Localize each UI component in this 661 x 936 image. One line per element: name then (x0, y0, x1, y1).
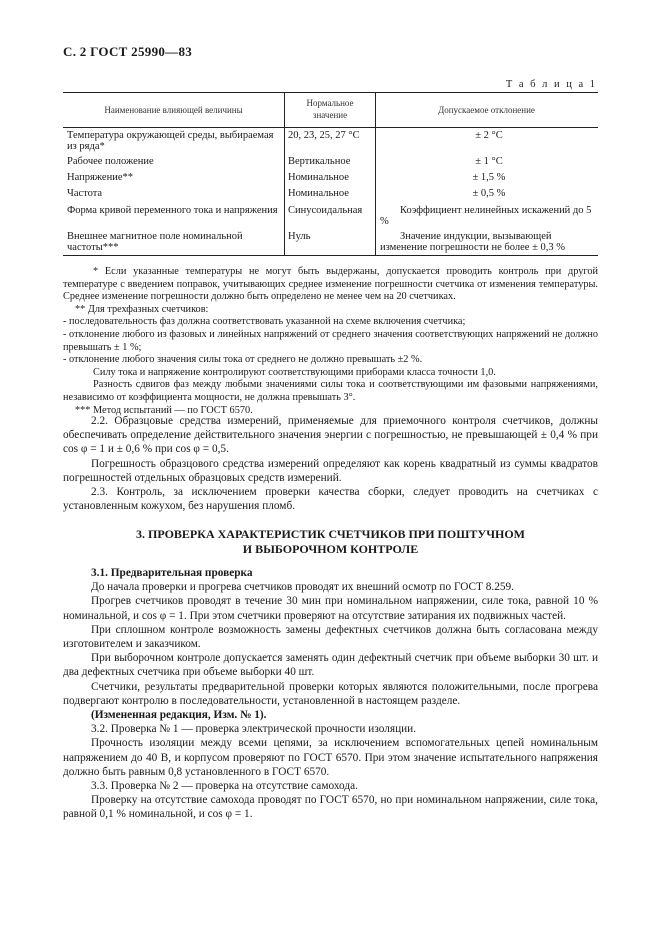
table-cell: ± 0,5 % (472, 188, 506, 199)
paragraph: Проверку на отсутствие самохода проводят по ГОСТ 6570, но при номинальном напряжении, силе тока, равной 0,1 % номинальной, и cos φ = 1. (63, 794, 598, 821)
paragraph: Счетчики, результаты предварительной проверки которых являются положительными, после прогрева подвергают контролю в последовательности, установленной в настоящем разделе. (63, 680, 598, 707)
section-heading (63, 527, 598, 557)
table-cell: Вертикальное (288, 156, 351, 167)
table-header-cell: Нормальное значение (306, 98, 354, 120)
table-cell: Синусоидальная (288, 205, 363, 216)
table-cell: Частота (67, 188, 103, 199)
table-cell: Температура окружающей среды, выбираемая из ряда* (67, 130, 274, 152)
page-header: С. 2 ГОСТ 25990—83 (63, 44, 193, 59)
table-cell: Номинальное (288, 188, 349, 199)
footnote: Силу тока и напряжение контролируют соответствующими приборами класса точности 1,0. (93, 366, 496, 378)
table-cell: Внешнее магнитное поле номинальной частоты*** (67, 231, 243, 253)
section-3-body (63, 566, 598, 822)
subheading: 3.1. Предварительная проверка (91, 567, 253, 579)
clauses-2 (63, 414, 598, 513)
table-cell: ± 1 °С (475, 156, 503, 167)
paragraph: 2.2. Образцовые средства измерений, применяемые для приемочного контроля счетчиков, должны обеспечивать определение действительного значения энергии с погрешностью, не превышающей ± 0,4 % при cos φ = 1 и ± 0,6 % при cos φ = 0,5. (63, 415, 598, 456)
footnote: ** Для трехфазных счетчиков: (75, 303, 209, 315)
table-cell: 20, 23, 25, 27 °С (288, 130, 360, 141)
footnote: Разность сдвигов фаз между любыми значениями силы тока и соответствующими им фазовыми напряжениями, независимо от коэффициента мощности, не должна превышать 3°. (63, 379, 598, 403)
table-footnotes (63, 266, 598, 417)
table-header-cell: Допускаемое отклонение (438, 105, 535, 115)
footnote: - отклонение любого значения силы тока от среднего не должно превышать ±2 %. (63, 354, 423, 366)
table-cell: ± 1,5 % (472, 172, 506, 183)
table-cell: Коэффициент нелинейных искажений до 5 % (380, 205, 592, 227)
footnote: * Если указанные температуры не могут быть выдержаны, допускается проводить контроль при другой температуре с введением поправок, учитывающих среднее изменение погрешности счетчика от изменения температуры. Среднее изменение погрешности должно быть определено не менее чем на 20 счетчиках. (63, 266, 598, 303)
table-cell: Значение индукции, вызывающей изменение погрешности не более ± 0,3 % (380, 231, 565, 253)
paragraph: До начала проверки и прогрева счетчиков проводят их внешний осмотр по ГОСТ 8.259. (91, 581, 514, 594)
paragraph: Погрешность образцового средства измерений определяют как корень квадратный из суммы квадратов погрешностей отдельных образцовых средств измерений. (63, 457, 598, 484)
amendment-note: (Измененная редакция, Изм. № 1). (91, 709, 267, 722)
paragraph: При выборочном контроле допускается заменять один дефектный счетчик при объеме выборки 30 шт. и два дефектных счетчика при объеме выборки 40 шт. (63, 652, 598, 679)
footnote: - последовательность фаз должна соответствовать указанной на схеме включения счетчика; (63, 316, 466, 328)
table-cell: Номинальное (288, 172, 349, 183)
section-heading-line: 3. ПРОВЕРКА ХАРАКТЕРИСТИК СЧЕТЧИКОВ ПРИ ПОШТУЧНОМ (135, 527, 526, 541)
paragraph: 3.3. Проверка № 2 — проверка на отсутствие самохода. (91, 780, 358, 793)
table-header-cell: Наименование влияющей величины (104, 105, 243, 115)
paragraph: 3.2. Проверка № 1 — проверка электрической прочности изоляции. (91, 723, 417, 736)
footnote: - отклонение любого из фазовых и линейных напряжений от среднего значения соответствующих напряжений не должно превышать ± 1 %; (63, 328, 598, 353)
table-cell: Нуль (288, 231, 311, 242)
table-bottom-rule (63, 255, 598, 256)
table-header-rule (63, 127, 598, 128)
footnote: *** Метод испытаний — по ГОСТ 6570. (75, 404, 253, 416)
paragraph: Прочность изоляции между всеми цепями, за исключением вспомогательных цепей номинальным напряжением до 40 В, и корпусом проверяют по ГОСТ 6570. При этом значение испытательного напряжения должно быть равным 0,8 установленного в ГОСТ 6570. (63, 737, 598, 778)
paragraph: 2.3. Контроль, за исключением проверки качества сборки, следует проводить на счетчиках с установленным кожухом, без нарушения пломб. (63, 486, 598, 513)
paragraph: Прогрев счетчиков проводят в течение 30 мин при номинальном напряжении, силе тока, равной 10 % номинальной, и cos φ = 1. При этом счетчики проверяют на отсутствие затирания их подвижных частей. (63, 595, 598, 622)
table-cell: Форма кривой переменного тока и напряжения (67, 205, 278, 216)
table-label: Т а б л и ц а 1 (505, 79, 597, 90)
table-cell: ± 2 °С (475, 130, 503, 141)
table-col-divider (284, 92, 285, 255)
table-cell: Рабочее положение (67, 156, 154, 167)
paragraph: При сплошном контроле возможность замены дефектных счетчиков должна быть согласована между изготовителем и заказчиком. (63, 623, 598, 651)
table-top-rule (63, 92, 598, 93)
table-cell: Напряжение** (67, 172, 133, 183)
section-heading-line: И ВЫБОРОЧНОМ КОНТРОЛЕ (242, 542, 419, 556)
